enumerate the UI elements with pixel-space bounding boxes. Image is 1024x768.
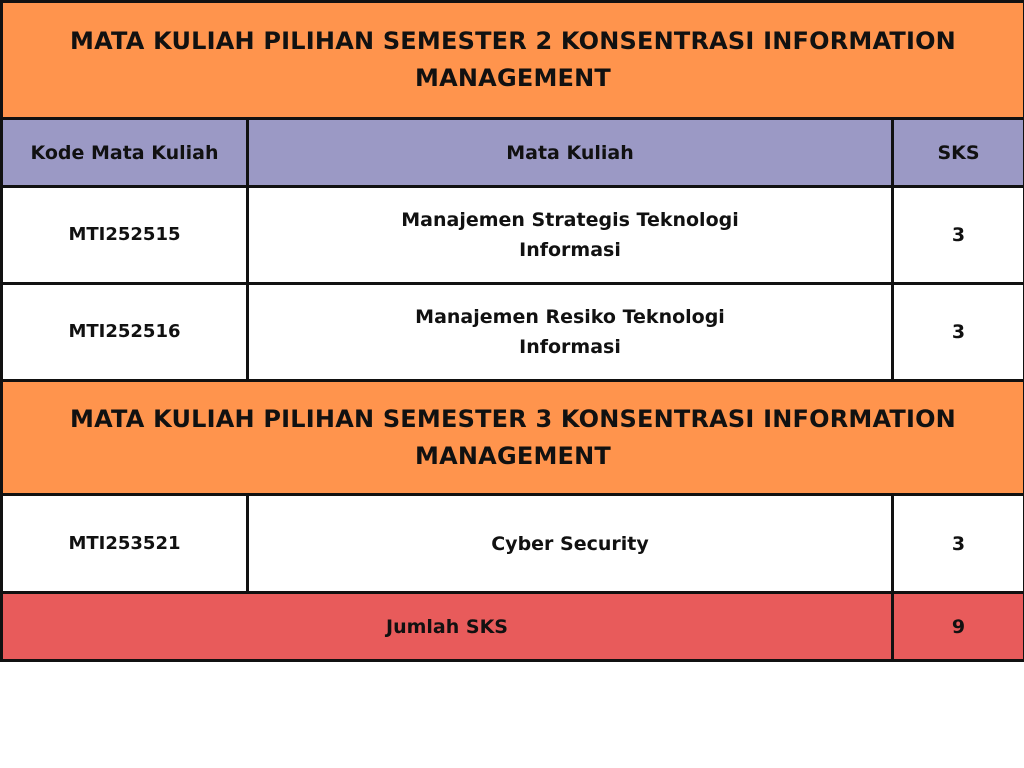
column-header-code: Kode Mata Kuliah (2, 119, 248, 187)
course-name-cell (248, 284, 893, 381)
column-header-name: Mata Kuliah (248, 119, 893, 187)
course-name: Manajemen Resiko Teknologi Informasi (415, 306, 725, 358)
table-row (2, 187, 1024, 284)
course-credits: 3 (893, 495, 1024, 593)
column-header-row (2, 119, 1024, 187)
column-header-credits: SKS (893, 119, 1024, 187)
total-value: 9 (893, 593, 1024, 661)
course-name-cell (248, 187, 893, 284)
course-code: MTI253521 (2, 495, 248, 593)
course-credits: 3 (893, 187, 1024, 284)
course-credits: 3 (893, 284, 1024, 381)
course-name: Cyber Security (491, 532, 649, 555)
total-row (2, 593, 1024, 661)
table-row (2, 284, 1024, 381)
total-label: Jumlah SKS (2, 593, 893, 661)
course-code: MTI252515 (2, 187, 248, 284)
course-code: MTI252516 (2, 284, 248, 381)
section-title-semester-2: MATA KULIAH PILIHAN SEMESTER 2 KONSENTRASI INFORMATION MANAGEMENT (2, 2, 1024, 119)
table-row (2, 495, 1024, 593)
course-name: Manajemen Strategis Teknologi Informasi (401, 209, 739, 261)
course-name-cell (248, 495, 893, 593)
section-header-row (2, 381, 1024, 495)
section-title-semester-3: MATA KULIAH PILIHAN SEMESTER 3 KONSENTRASI INFORMATION MANAGEMENT (2, 381, 1024, 495)
section-header-row (2, 2, 1024, 119)
